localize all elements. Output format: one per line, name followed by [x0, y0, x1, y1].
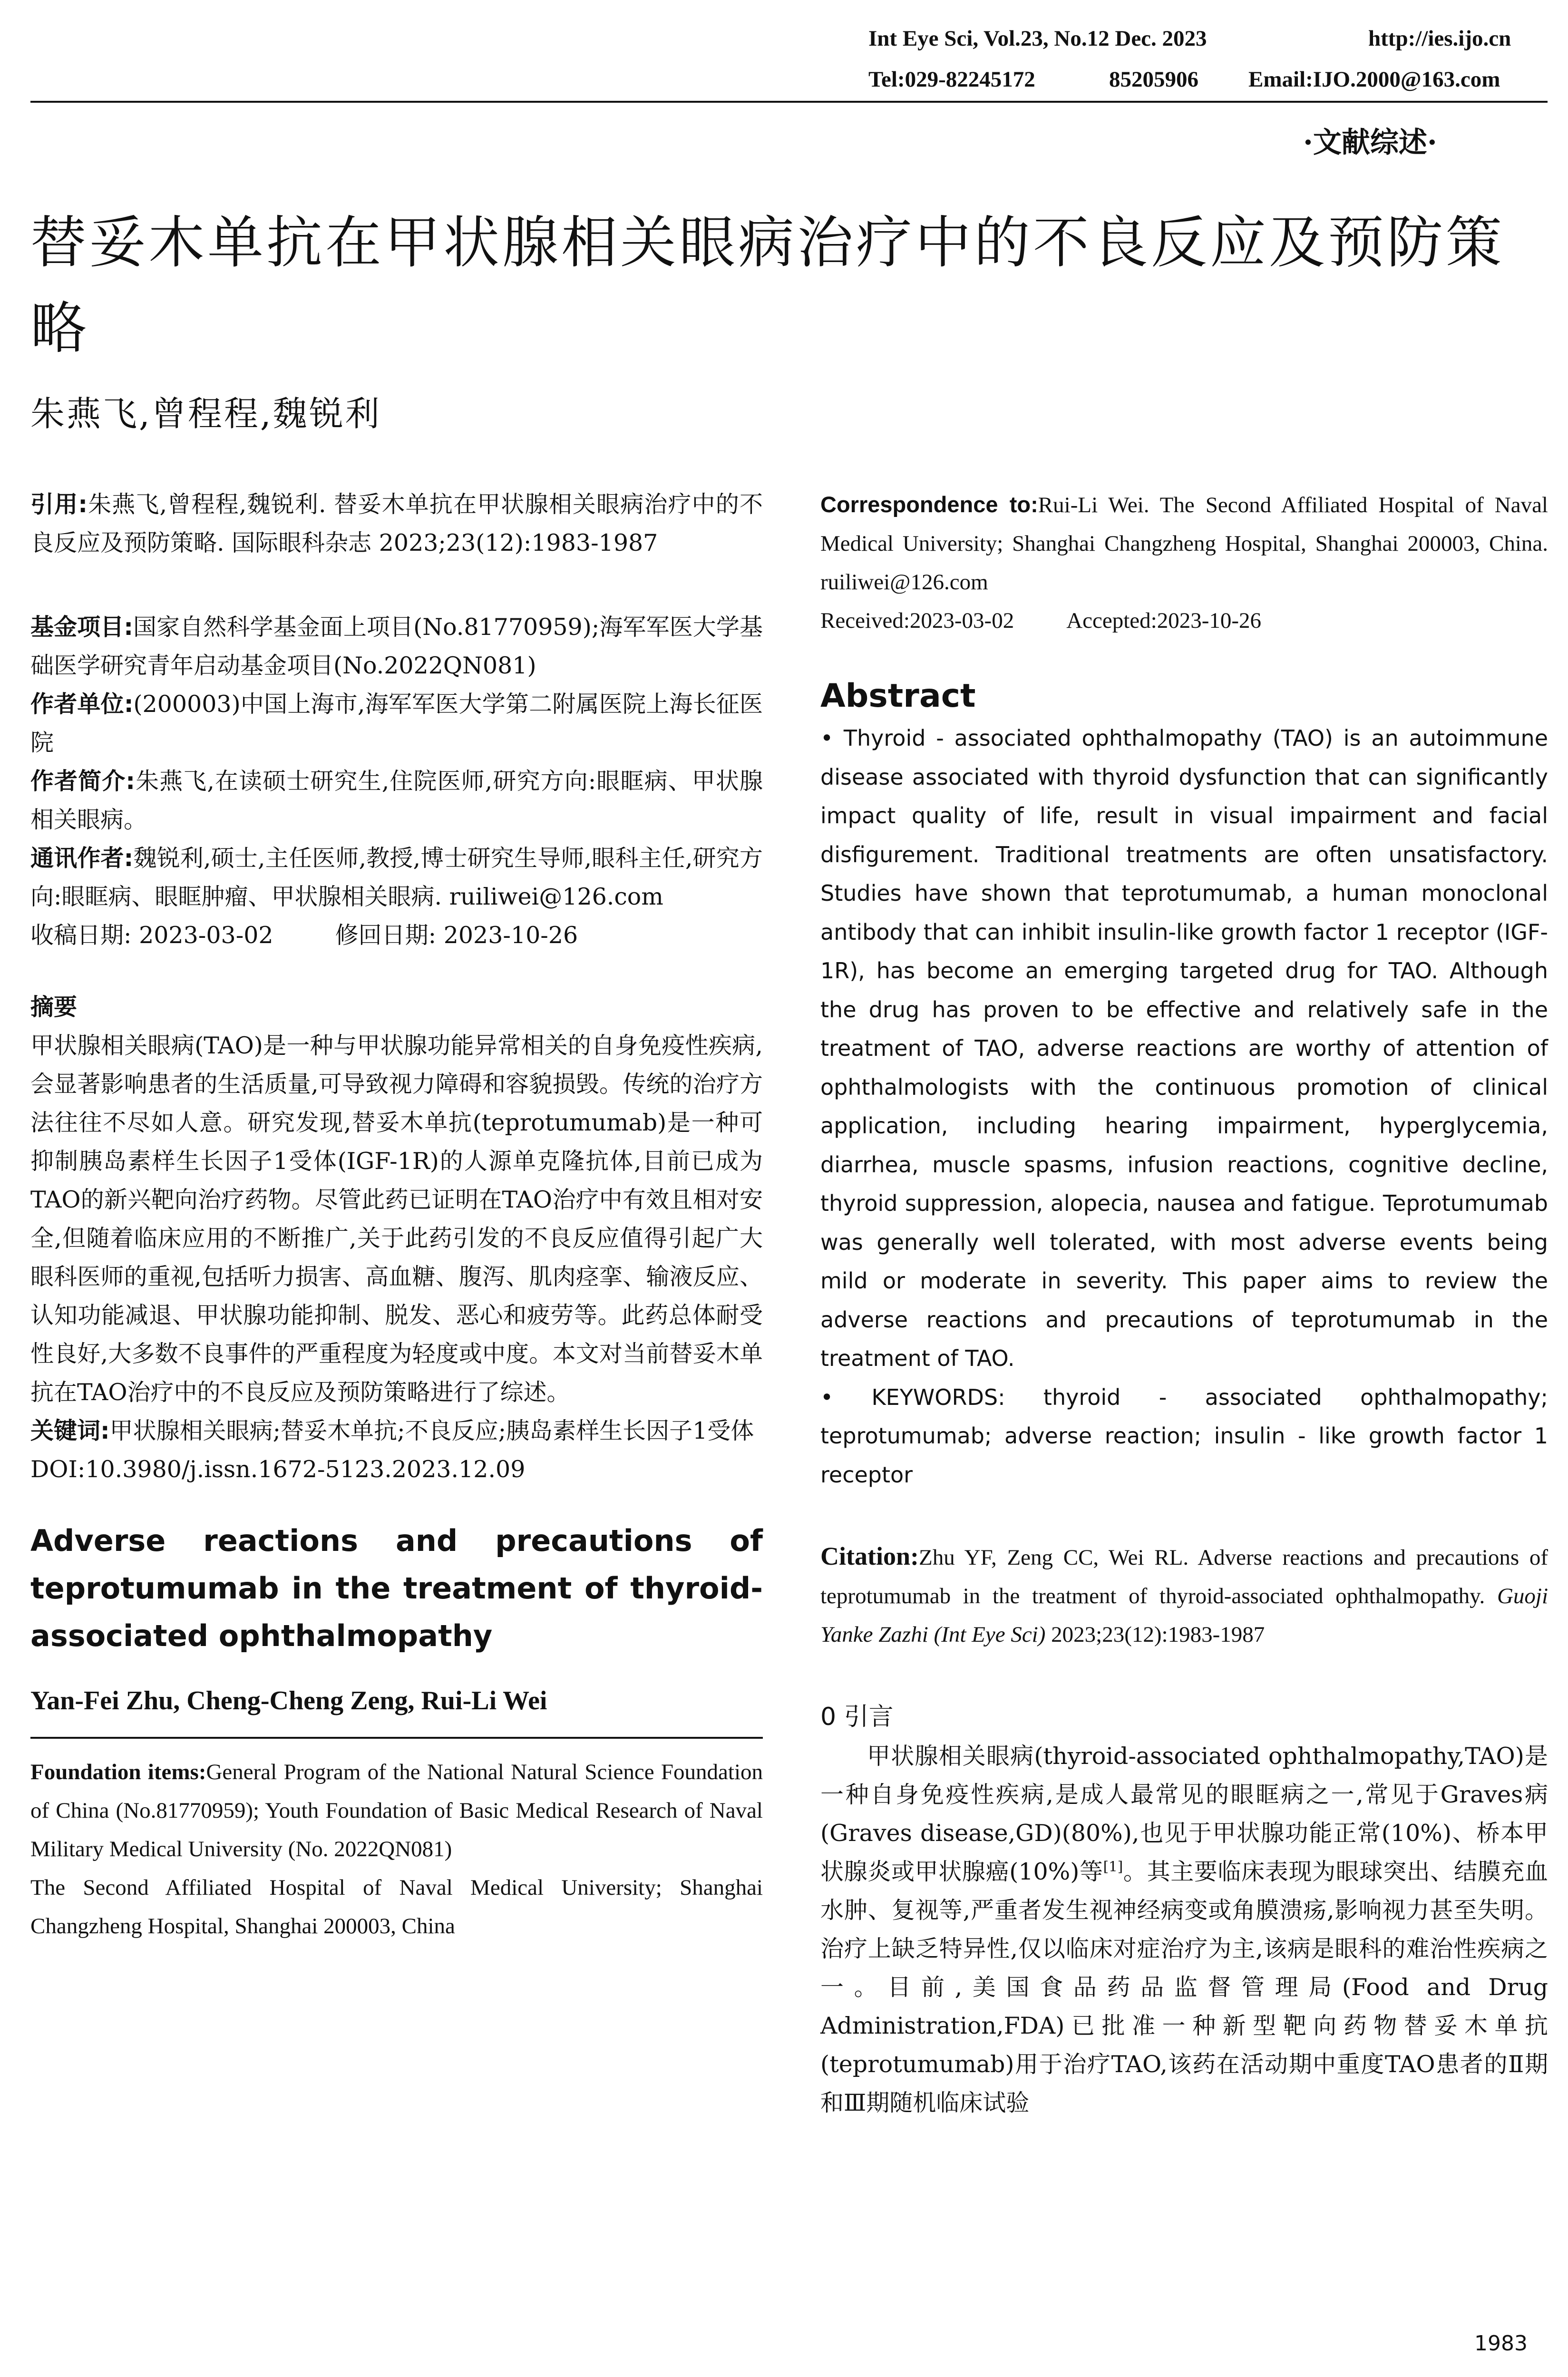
journal-url[interactable]: http://ies.ijo.cn	[1368, 26, 1511, 51]
correspondence-en: Correspondence to:Rui-Li Wei. The Second Affiliated Hospital of Naval Medical University; Shanghai Changzheng Hospital, Shanghai 200003, China. ruiliwei@126.com	[820, 492, 1548, 594]
bio-cn: 作者简介:朱燕飞,在读硕士研究生,住院医师,研究方向:眼眶病、甲状腺相关眼病。	[30, 768, 763, 833]
journal-email[interactable]: Email:IJO.2000@163.com	[1248, 67, 1500, 92]
fund-cn: 基金项目:国家自然科学基金面上项目(No.81770959);海军军医大学基础医学研究青年启动基金项目(No.2022QN081)	[30, 614, 763, 679]
page-title: 替妥木单抗在甲状腺相关眼病治疗中的不良反应及预防策略	[30, 210, 1505, 361]
dates-cn: 收稿日期: 2023-03-02 修回日期: 2023-10-26	[30, 922, 578, 949]
dates-en: Received:2023-03-02 Accepted:2023-10-26	[820, 608, 1262, 633]
keywords-cn: 关键词:甲状腺相关眼病;替妥木单抗;不良反应;胰岛素样生长因子1受体	[30, 1417, 754, 1444]
intro-text: 甲状腺相关眼病(thyroid-associated ophthalmopathy,TAO)是一种自身免疫性疾病,是成人最常见的眼眶病之一,常见于Graves病(Graves disease,GD)(80%),也见于甲状腺功能正常(10%)、桥本甲状腺炎或甲状腺癌(10%)等[1]。其主要临床表现为眼球突出、结膜充血水肿、复视等,严重者发生视神经病变或角膜溃疡,影响视力甚至失明。治疗上缺乏特异性,仅以临床对症治疗为主,该病是眼科的难治性疾病之一。目前,美国食品药品监督管理局(Food and Drug Administration,FDA)已批准一种新型靶向药物替妥木单抗(teprotumumab)用于治疗TAO,该药在活动期中重度TAO患者的Ⅱ期和Ⅲ期随机临床试验	[820, 1743, 1548, 2116]
unit-cn: 作者单位:(200003)中国上海市,海军军医大学第二附属医院上海长征医院	[30, 691, 763, 756]
doi[interactable]: DOI:10.3980/j.issn.1672-5123.2023.12.09	[30, 1456, 526, 1483]
ref-1[interactable]: [1]	[1103, 1858, 1123, 1875]
affiliation-en: The Second Affiliated Hospital of Naval Medical University; Shanghai Changzheng Hospital, Shanghai 200003, China	[30, 1875, 763, 1939]
page-number: 1983	[1474, 2331, 1528, 2356]
abstract-heading-en: Abstract	[820, 677, 976, 715]
intro-heading: 0 引言	[820, 1703, 894, 1731]
corr-cn: 通讯作者:魏锐利,硕士,主任医师,教授,博士研究生导师,眼科主任,研究方向:眼眶病、眼眶肿瘤、甲状腺相关眼病. ruiliwei@126.com	[30, 845, 763, 910]
header-rule	[30, 101, 1548, 103]
keywords-en: • KEYWORDS: thyroid - associated ophthalmopathy; teprotumumab; adverse reaction; insulin - like growth factor 1 receptor	[820, 1384, 1548, 1488]
en-title: Adverse reactions and precautions of teprotumumab in the treatment of thyroid-associated ophthalmopathy	[30, 1523, 763, 1653]
journal-tel: Tel:029-82245172	[868, 67, 1035, 92]
right-column	[820, 485, 1548, 2122]
citation-en: Citation:Zhu YF, Zeng CC, Wei RL. Adverse reactions and precautions of teprotumumab in the treatment of thyroid-associated ophthalmopathy. Guoji Yanke Zazhi (Int Eye Sci) 2023;23(12):1983-1987	[820, 1542, 1549, 1647]
foundation-en: Foundation items:General Program of the National Natural Science Foundation of China (No.81770959); Youth Foundation of Basic Medical Research of Naval Military Medical University (No. 2022QN081)	[30, 1760, 763, 1861]
journal-issue: Int Eye Sci, Vol.23, No.12 Dec. 2023	[868, 26, 1207, 51]
abstract-heading-cn: 摘要	[30, 994, 78, 1021]
section-label: ·文献综述·	[1303, 126, 1437, 159]
citation-cn: 引用:朱燕飞,曾程程,魏锐利. 替妥木单抗在甲状腺相关眼病治疗中的不良反应及预防策略. 国际眼科杂志 2023;23(12):1983-1987	[30, 491, 763, 556]
abstract-en: • Thyroid - associated ophthalmopathy (TAO) is an autoimmune disease associated with thyroid dysfunction that can significantly impact quality of life, result in visual impairment and facial disfigurement. Traditional treatments are often unsatisfactory. Studies have shown that teprotumumab, a human monoclonal antibody that can inhibit insulin-like growth factor 1 receptor (IGF-1R), has become an emerging targeted drug for TAO. Although the drug has proven to be effective and relatively safe in the treatment of TAO, adverse reactions are worthy of attention of ophthalmologists with the continuous promotion of clinical application, including hearing impairment, hyperglycemia, diarrhea, muscle spasms, infusion reactions, cognitive decline, thyroid suppression, alopecia, nausea and fatigue. Teprotumumab was generally well tolerated, with most adverse events being mild or moderate in severity. This paper aims to review the adverse reactions and precautions of teprotumumab in the treatment of TAO.	[820, 725, 1548, 1371]
left-column	[30, 485, 763, 1946]
en-authors: Yan-Fei Zhu, Cheng-Cheng Zeng, Rui-Li Wei	[30, 1686, 547, 1715]
abstract-cn: 甲状腺相关眼病(TAO)是一种与甲状腺功能异常相关的自身免疫性疾病,会显著影响患者的生活质量,可导致视力障碍和容貌损毁。传统的治疗方法往往不尽如人意。研究发现,替妥木单抗(teprotumumab)是一种可抑制胰岛素样生长因子1受体(IGF-1R)的人源单克隆抗体,目前已成为TAO的新兴靶向治疗药物。尽管此药已证明在TAO治疗中有效且相对安全,但随着临床应用的不断推广,关于此药引发的不良反应值得引起广大眼科医师的重视,包括听力损害、高血糖、腹泻、肌肉痉挛、输液反应、认知功能减退、甲状腺功能抑制、脱发、恶心和疲劳等。此药总体耐受性良好,大多数不良事件的严重程度为轻度或中度。本文对当前替妥木单抗在TAO治疗中的不良反应及预防策略进行了综述。	[30, 1032, 763, 1406]
journal-tel2: 85205906	[1109, 67, 1198, 92]
authors-cn: 朱燕飞,曾程程,魏锐利	[30, 394, 381, 434]
